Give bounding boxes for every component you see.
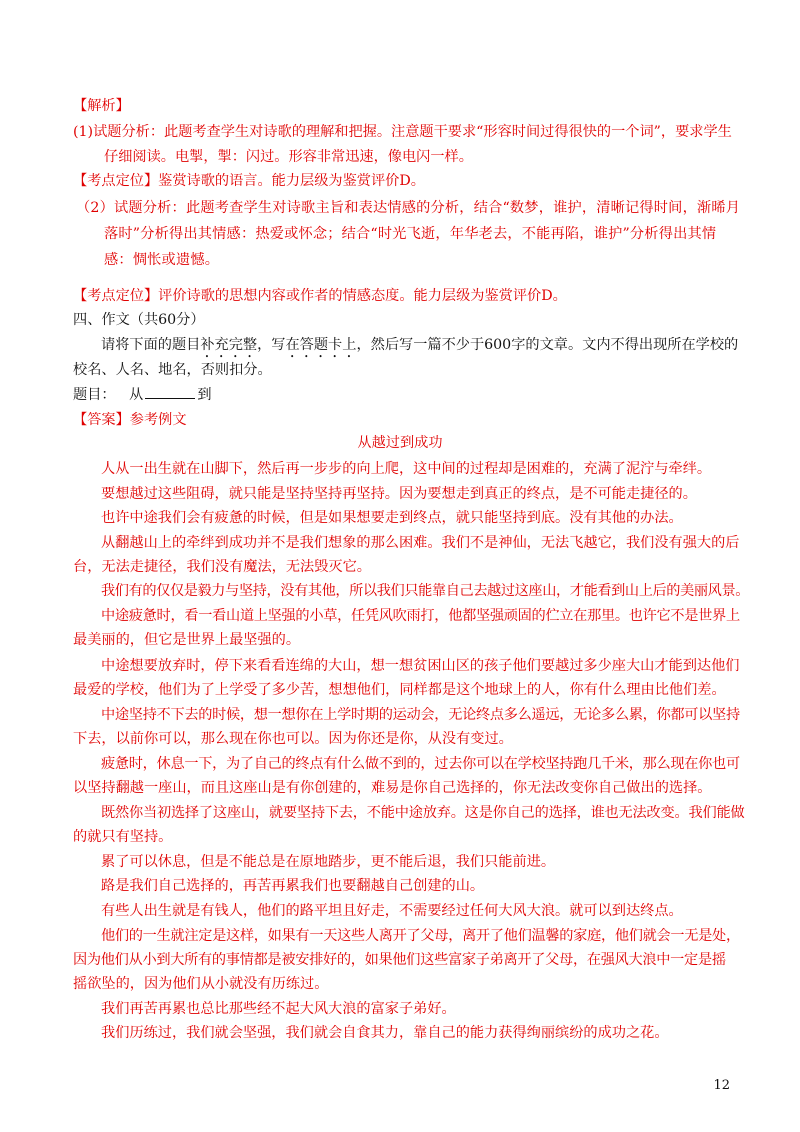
essay-paragraph-9b: 以坚持翻越一座山，而且这座山是有你创建的，难易是你自己选择的，你无法改变你自己做出的选择。 bbox=[73, 780, 712, 796]
essay-paragraph-16: 我们历练过，我们就会坚强，我们就会自食其力，靠自己的能力获得绚丽缤纷的成功之花。 bbox=[101, 1025, 669, 1041]
instruction-part-a: 请将下面的题目 bbox=[101, 337, 201, 353]
essay-paragraph-7a: 中途想要放弃时，停下来看看连绵的大山，想一想贫困山区的孩子他们要越过多少座大山才能到达他们 bbox=[101, 658, 740, 674]
kaodian-1: 【考点定位】鉴赏诗歌的语言。能力层级为鉴赏评价D。 bbox=[73, 173, 425, 189]
instruction-part-b: ，写 bbox=[257, 337, 286, 353]
essay-paragraph-15: 我们再苦再累也总比那些经不起大风大浪的富家子弟好。 bbox=[101, 1001, 456, 1017]
analysis-header: 【解析】 bbox=[73, 98, 130, 114]
essay-paragraph-4b: 台，无法走捷径，我们没有魔法，无法毁灭它。 bbox=[73, 559, 371, 575]
essay-paragraph-10a: 既然你当初选择了这座山，就要坚持下去，不能中途放弃。这是你自己的选择，谁也无法改变。我们能做 bbox=[101, 805, 745, 821]
essay-paragraph-14a: 他们的一生就注定是这样，如果有一天这些人离开了父母，离开了他们温馨的家庭，他们就会一无是处， bbox=[101, 928, 740, 944]
essay-instruction-line1 bbox=[101, 333, 739, 361]
q2-analysis-line3: 感：惆怅或遗憾。 bbox=[104, 252, 220, 268]
instruction-dotted-1: 补充完整 bbox=[200, 337, 258, 353]
essay-paragraph-6a: 中途疲惫时，看一看山道上坚强的小草，任凭风吹雨打，他都坚强顽固的伫立在那里。也许它不是世界上 bbox=[101, 608, 740, 624]
kaodian-2: 【考点定位】评价诗歌的思想内容或作者的情感态度。能力层级为鉴赏评价D。 bbox=[73, 288, 567, 304]
essay-paragraph-7b: 最爱的学校，他们为了上学受了多少苦，想想他们，同样都是这个地球上的人，你有什么理由比他们差。 bbox=[73, 682, 726, 698]
q1-analysis-line2: 仔细阅读。电掣，掣：闪过。形容非常迅速，像电闪一样。 bbox=[104, 149, 473, 165]
topic-label: 题目： bbox=[73, 387, 116, 403]
essay-paragraph-1: 人从一出生就在山脚下，然后再一步步的向上爬，这中间的过程却是困难的，充满了泥泞与牵绊。 bbox=[101, 461, 712, 477]
essay-paragraph-9a: 疲惫时，休息一下，为了自己的终点有什么做不到的，过去你可以在学校坚持跑几千米，那么现在你也可 bbox=[101, 756, 740, 772]
essay-paragraph-3: 也许中途我们会有疲惫的时候，但是如果想要走到终点，就只能坚持到底。没有其他的办法。 bbox=[101, 510, 683, 526]
essay-paragraph-12: 路是我们自己选择的，再苦再累我们也要翻越自己创建的山。 bbox=[101, 878, 485, 894]
topic-blank bbox=[145, 386, 195, 399]
essay-paragraph-14b: 因为他们从小到大所有的事情都是被安排好的，如果他们这些富家子弟离开了父母，在强风大浪中一定是摇 bbox=[73, 952, 726, 968]
essay-instruction-line2: 校名、人名、地名，否则扣分。 bbox=[73, 362, 272, 378]
q2-analysis-line2: 落时”分析得出其情感：热爱或怀念；结合“时光飞逝，年华老去，不能再陷，谁护”分析得出其情 bbox=[104, 226, 717, 242]
essay-paragraph-13: 有些人出生就是有钱人，他们的路平坦且好走，不需要经过任何大风大浪。就可以到达终点。 bbox=[101, 903, 683, 919]
essay-paragraph-2: 要想越过这些阻碍，就只能是坚持坚持再坚持。因为要想走到真正的终点，是不可能走捷径的。 bbox=[101, 486, 697, 502]
essay-topic bbox=[73, 383, 733, 407]
essay-paragraph-5: 我们有的仅仅是毅力与坚持，没有其他，所以我们只能靠自己去越过这座山，才能看到山上后的美丽风景。 bbox=[101, 583, 750, 599]
instruction-dotted-2: 在答题卡上 bbox=[285, 337, 357, 353]
essay-paragraph-6b: 最美丽的，但它是世界上最坚强的。 bbox=[73, 632, 301, 648]
q1-analysis-line1: (1)试题分析：此题考查学生对诗歌的理解和把握。注意题干要求“形容时间过得很快的一个词”，要求学生 bbox=[73, 124, 732, 140]
answer-subheader: 参考例文 bbox=[129, 412, 187, 428]
topic-from: 从 bbox=[129, 387, 144, 403]
answer-header: 【答案】 bbox=[73, 412, 130, 428]
essay-title: 从越过到成功 bbox=[357, 435, 443, 451]
q2-analysis-line1: （2）试题分析：此题考查学生对诗歌主旨和表达情感的分析，结合“数梦，谁护，清晰记得时间，渐晞月 bbox=[76, 200, 741, 216]
essay-paragraph-8a: 中途坚持不下去的时候，想一想你在上学时期的运动会，无论终点多么遥远，无论多么累，你都可以坚持 bbox=[101, 707, 740, 723]
essay-paragraph-8b: 下去，以前你可以，那么现在你也可以。因为你还是你，从没有变过。 bbox=[73, 731, 513, 747]
answer-header-line bbox=[73, 408, 733, 432]
essay-paragraph-14c: 摇欲坠的，因为他们从小就没有历练过。 bbox=[73, 976, 329, 992]
essay-paragraph-10b: 的就只有坚持。 bbox=[73, 829, 173, 845]
essay-paragraph-11: 累了可以休息，但是不能总是在原地踏步，更不能后退，我们只能前进。 bbox=[101, 854, 556, 870]
topic-to: 到 bbox=[197, 387, 212, 403]
page-number: 12 bbox=[713, 1078, 730, 1093]
instruction-part-c: ，然后写一篇不少于600字的文章。文内不得出现所在学校的 bbox=[356, 337, 739, 353]
essay-paragraph-4a: 从翻越山上的牵绊到成功并不是我们想象的那么困难。我们不是神仙，无法飞越它，我们没有强大的后 bbox=[101, 535, 740, 551]
essay-heading: 四、作文（共60分） bbox=[73, 312, 205, 328]
